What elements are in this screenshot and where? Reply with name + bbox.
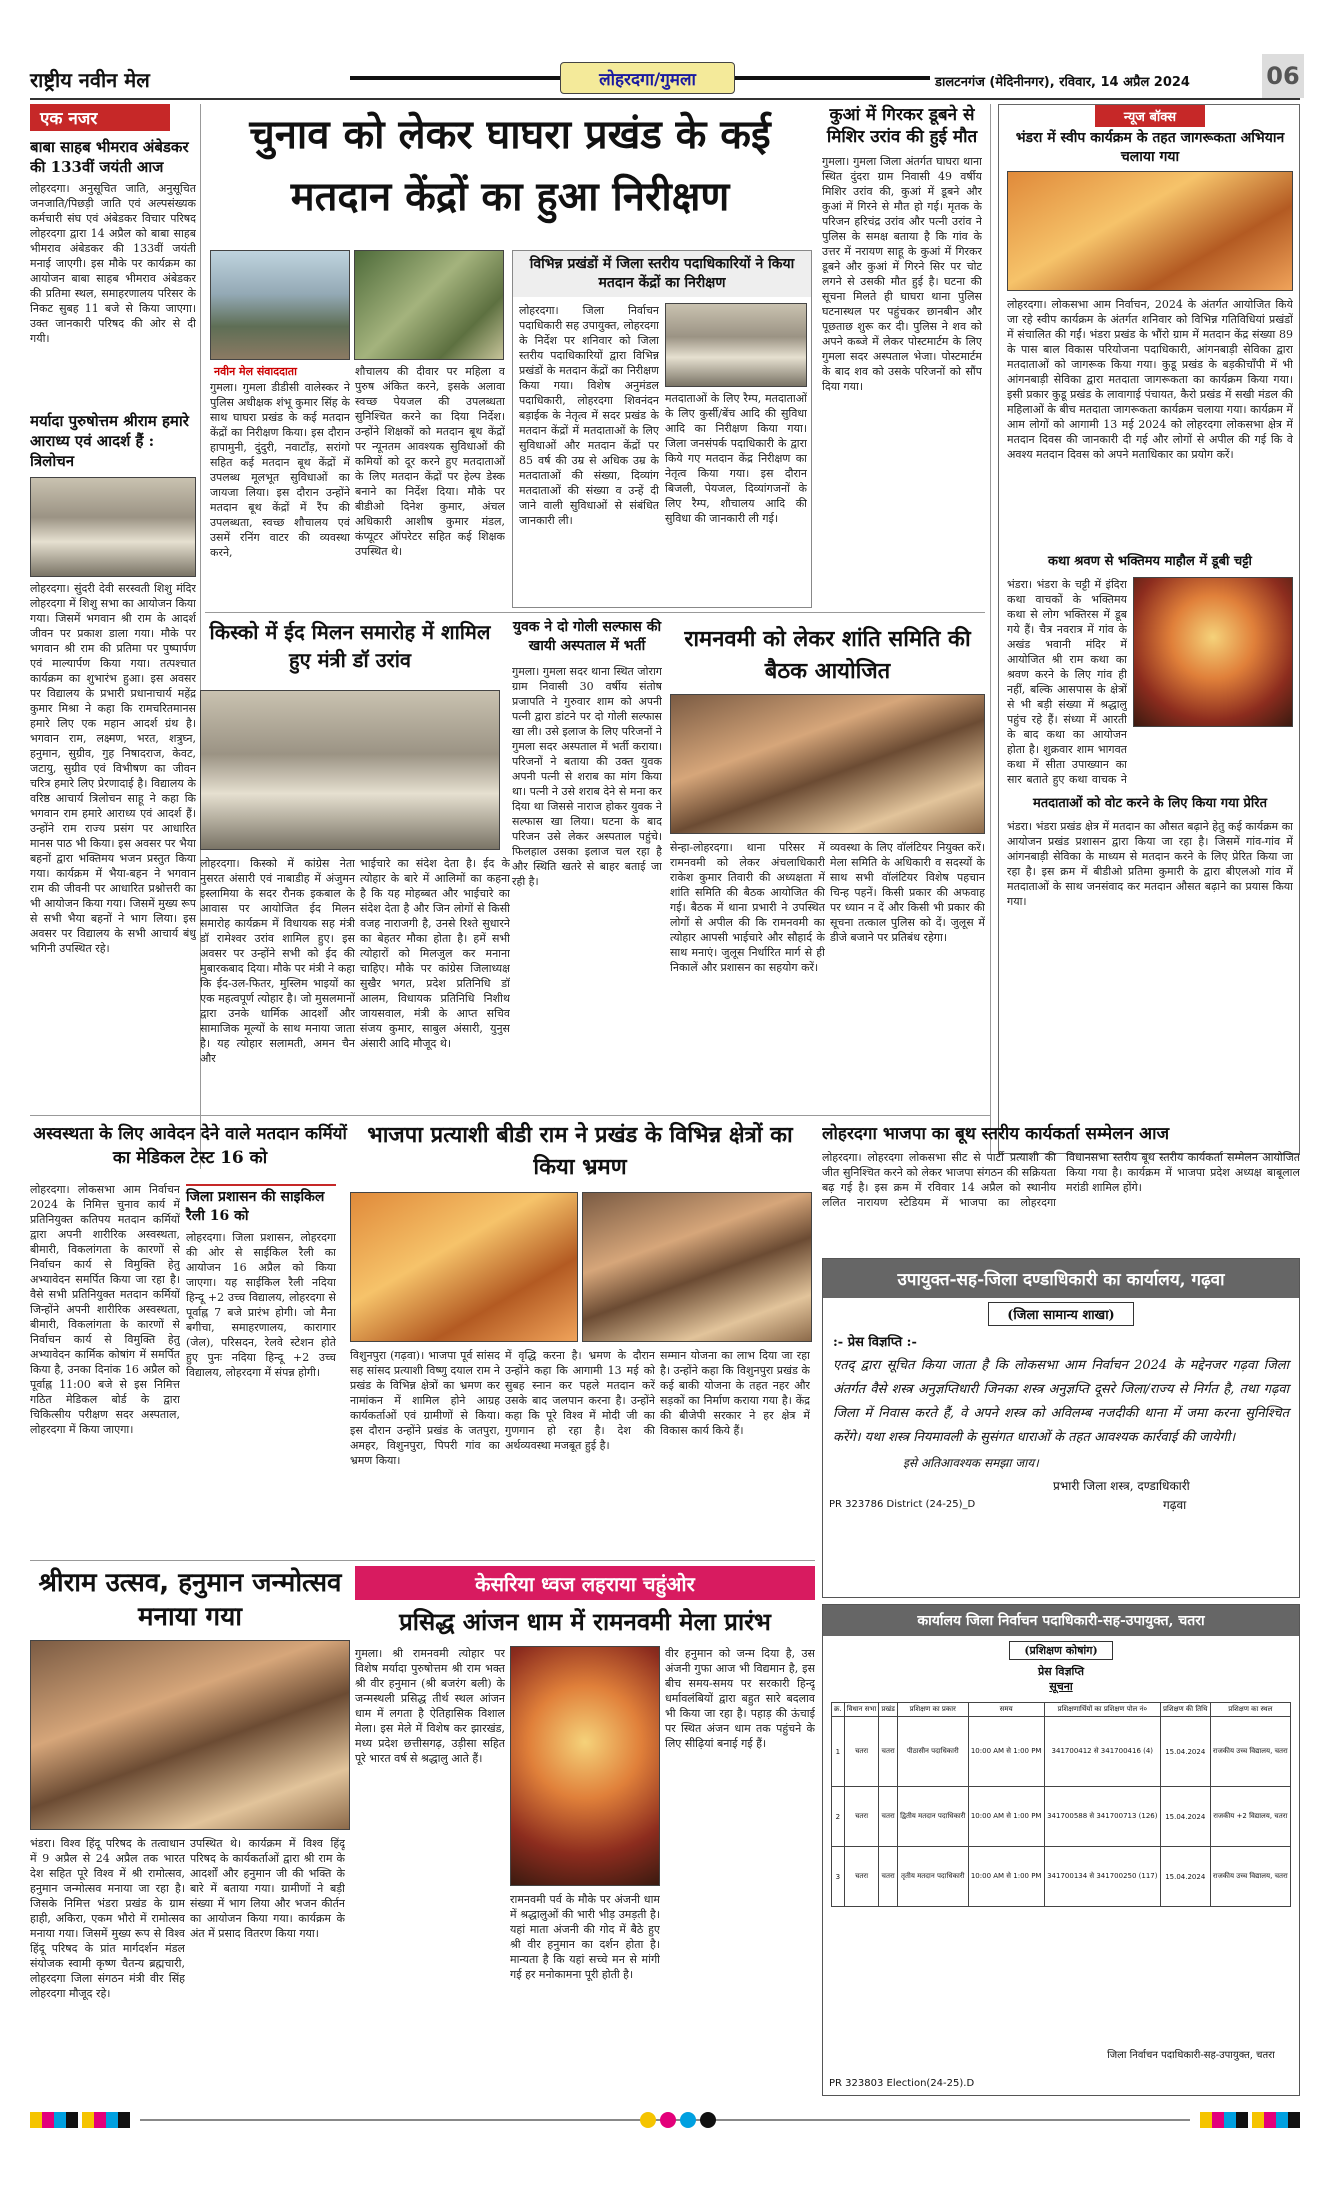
table-cell: राजकीय +2 विद्यालय, चतरा [1210, 1787, 1290, 1847]
photo-peace-meeting [670, 694, 985, 834]
table-cell: चतरा [844, 1717, 879, 1787]
dateline: डालटनगंज (मेदिनीनगर), रविवार, 14 अप्रैल 2024 [935, 75, 1190, 90]
registration-dot-2 [660, 2112, 676, 2128]
table-cell: 2 [832, 1787, 845, 1847]
photo-katha [1133, 577, 1293, 727]
notice2-office: कार्यालय जिला निर्वाचन पदाधिकारी-सह-उपायुक्त, चतरा [823, 1605, 1299, 1636]
training-schedule-table [831, 1702, 1291, 1907]
photo-eid [200, 690, 500, 850]
table-header: क्र. [832, 1703, 845, 1717]
hanuman-text-a: भंडरा। विश्व हिंदू परिषद के तत्वाधान में 9 अप्रैल से 24 अप्रैल तक भारत देश सहित पूरे विश्व में श्री रामोत्सव, हनुमान जन्मोत्सव मनाया जा रहा है। जिसके निमित्त भंडरा प्रखंड के ग्राम हाही, अकिरा, एकम भौरो में रामोत्सव मनाया गया। जिसमें मुख्य रूप से विश्व हिंदू परिषद के प्रांत मार्गदर्शन मंडल संयोजक स्वामी कृष्ण चैतन्य ब्रह्मचारी, लोहरदगा जिला संगठन मंत्री वीर सिंह लोहरदगा मौजूद रहे। [30, 1837, 185, 2000]
print-registration-bar [30, 2112, 1300, 2130]
cycle-rally-headline: जिला प्रशासन की साइकिल रैली 16 को [186, 1184, 336, 1226]
news-box [998, 104, 1300, 1154]
shot-story [512, 618, 662, 1108]
table-cell: पीठासीन पदाधिकारी [897, 1717, 968, 1787]
registration-dot-1 [640, 2112, 656, 2128]
lead-headline: चुनाव को लेकर घाघरा प्रखंड के कई मतदान केंद्रों का हुआ निरीक्षण [249, 112, 771, 220]
table-cell: चतरा [879, 1717, 898, 1787]
notice2-sub: सूचना [1049, 1680, 1073, 1693]
photo-inspection-1 [210, 250, 350, 360]
photo-ramotsav [30, 1640, 350, 1830]
notice1-title: :- प्रेस विज्ञप्ति :- [833, 1335, 917, 1350]
side-headline: विभिन्न प्रखंडों में जिला स्तरीय पदाधिकारियों ने किया मतदान केंद्रों का निरीक्षण [513, 251, 811, 297]
lead-text-a: गुमला। गुमला डीडीसी वालेस्कर ने पुलिस अधीक्षक शंभू कुमार सिंह के साथ घाघरा प्रखंड के कई मतदान केंद्रों का निरीक्षण किया। इस दौरान हापामुनी, दुंदुरी, नवाटाँड़, सरांगो सहित कई मतदान बूथ केंद्रों में उपलब्ध मूलभूत सुविधाओं का जायजा लिया। इस दौरान उन्होंने मतदान बूथ केंद्रों में रैंप की उपलब्धता, स्वच्छ शौचालय एवं उसमें रनिंग वाटर की व्यवस्था करने, [210, 381, 350, 559]
anjan-text-c: वीर हनुमान को जन्म दिया है, उस अंजनी गुफा आज भी विद्यमान है, इस बीच समय-समय पर सरकारी हिन्दू धर्मावलंबियों द्वारा बहुत सारे बदलाव भी किया जा रहा है। पहाड़ की ऊंचाई पर स्थित अंजन धाम तक पहुंचने के लिए सीढ़ियां बनाई गई हैं। [665, 1647, 815, 1750]
photo-inspection-2 [354, 250, 504, 360]
table-cell: 10:00 AM से 1:00 PM [968, 1717, 1044, 1787]
table-header: प्रशिक्षण का प्रकार [897, 1703, 968, 1717]
section-banner [350, 62, 930, 94]
table-cell: 15.04.2024 [1160, 1847, 1210, 1907]
table-cell: 10:00 AM से 1:00 PM [968, 1847, 1044, 1907]
page-number: 06 [1262, 54, 1304, 98]
anjan-kicker: केसरिया ध्वज लहराया चहुंओर [475, 1572, 695, 1596]
table-cell: तृतीय मतदान पदाधिकारी [897, 1847, 968, 1907]
news-box-t1: लोहरदगा। लोकसभा आम निर्वाचन, 2024 के अंतर्गत आयोजित किये जा रहे स्वीप कार्यक्रम के अंतर्गत शनिवार को विभिन्न गतिविधियां प्रखंडों में संचालित की गईं। भंडरा प्रखंड के भौंरो ग्राम में मतदान केंद्र संख्या 89 के पास बाल विकास परियोजना पदाधिकारी, आंगनबाड़ी सेविका द्वारा मतदाताओं को जागरूक किया गया। कुडू प्रखंड के बड़कीचाँपी में भी आंगनबाड़ी सेविका द्वारा मतदाता जागरूकता का कार्यक्रम किया गया। इसी प्रकार कुडू प्रखंड के लावागाई पंचायत, कैरो प्रखंड में सखी मंडल की महिलाओं के बीच मतदाता जागरूकता कार्यक्रम चलाया गया। कार्यक्रम में आम लोगों को आगामी 13 मई 2024 को लोहरदगा लोकसभा क्षेत्र में मतदान दिवस की जानकारी दी गई और लोगों से अपील की गई कि वे अवश्य मतदान दिवस को अपने मताधिकार का प्रयोग करें। [1007, 298, 1293, 461]
shot-text: गुमला। गुमला सदर थाना स्थित जोराग ग्राम निवासी 30 वर्षीय संतोष प्रजापति ने गुरुवार शाम को अपनी पत्नी द्वारा डांटने पर दो गोली सल्फास खा ली। उसे इलाज के लिए परिजनों ने गुमला सदर अस्पताल में भर्ती कराया। परिजनों ने बताया की उक्त युवक अपनी पत्नी से शराब का मांग किया था। पत्नी ने उसे शराब देने से मना कर दिया था जिससे नाराज होकर युवक ने सल्फास खा लिया। घटना के बाद परिजन उसे लेकर अस्पताल पहुंचे। फिलहाल उसका इलाज चल रहा है और स्थिति खतरे से बाहर बताई जा रही है। [512, 665, 662, 888]
eid-text-b: भाईचारे का संदेश देता है। ईद के त्योहार के बारे में आलिमों का कहना है कि यह मोहब्बत और भाईचारे का संदेश देता है और जिन लोगों से किसी वजह नाराजगी है, उनसे रिश्ते सुधारने का बेहतर मौका होता है। हमें सभी त्योहारों को मिलजुल कर मनाना चाहिए। मौके पर कांग्रेस जिलाध्यक्ष सुखैर भगत, प्रदेश प्रतिनिधि डॉ आलम, विधायक प्रतिनिधि निशीथ जायसवाल, मंत्री के आप्त सचिव संजय कुमार, साबुल अंसारी, युनुस अंसारी आदि मौजूद थे। [360, 857, 510, 1050]
side-text-a: लोहरदगा। जिला निर्वाचन पदाधिकारी सह उपायुक्त, लोहरदगा के निर्देश पर शनिवार को जिला स्तरीय पदाधिकारियों द्वारा विभिन्न प्रखंडों के मतदान केंद्रों का निरीक्षण किया गया। विशेष अनुमंडल पदाधिकारी, लोहरदगा शिवनंदन बड़ाईक के नेतृत्व में सदर प्रखंड के मतदान केंद्रों में मतदाताओं के लिए सुविधाओं और मतदान केंद्रों पर 85 वर्ष की उम्र से अधिक उम्र के मतदाताओं की संख्या, दिव्यांग मतदाताओं की संख्या व उन्हें दी जाने वाली सुविधाओं से संबंधित जानकारी ली। [519, 304, 659, 527]
notice1-sign: प्रभारी जिला शस्त्र, दण्डाधिकारी [1053, 1479, 1190, 1493]
side-text-b: मतदाताओं के लिए रैम्प, मतदाताओं के लिए कुर्सी/बेंच आदि की सुविधा आदि का निरीक्षण किया गया। जिला जनसंपर्क पदाधिकारी के द्वारा किये गए मतदान केंद्र निरीक्षण का नेतृत्व किया गया। इस दौरान बिजली, पेयजल, दिव्यांगजनों के लिए रैम्प, शौचालय आदि की सुविधा की जानकारी ली गई। [665, 392, 807, 525]
news-box-t3: भंडरा। भंडरा प्रखंड क्षेत्र में मतदान का औसत बढ़ाने हेतु कई कार्यक्रम का आयोजन प्रखंड प्रशासन द्वारा किया जा रहा है। जिसमें गांव-गांव में आंगनबाड़ी सेविका के माध्यम से मतदान करने के लिए प्रेरित किया जा रहा है। इस क्रम में बीडीओ प्रतिमा कुमारी के द्वारा बीएलओ गांव में मतदाताओं के साथ जनसंवाद कर मतदान औसत बढ़ाने का प्रयास किया गया। [1007, 820, 1293, 908]
table-header: प्रशिक्षण की तिथि [1160, 1703, 1210, 1717]
hanuman-text-b: उपस्थित थे। कार्यक्रम में विश्व हिंदू परिषद के कार्यकर्ताओं द्वारा श्री राम के आदर्शों और हनुमान जी की भक्ति के बारे में बताया गया। ग्रामीणों ने बड़ी संख्या में भाग लिया और भजन कीर्तन का आयोजन किया गया। कार्यक्रम के अंत में प्रसाद वितरण किया गया। [190, 1837, 345, 1940]
notice1-note: इसे अतिआवश्यक समझा जाय। [903, 1456, 1039, 1470]
medical-headline: अस्वस्थता के लिए आवेदन देने वाले मतदान कर्मियों का मेडिकल टेस्ट 16 को [33, 1124, 347, 1168]
paper-name: राष्ट्रीय नवीन मेल [30, 68, 150, 92]
notice2-title: प्रेस विज्ञप्ति [1037, 1665, 1085, 1678]
photo-anjan-dham [510, 1646, 660, 1886]
photo-sweep-program [1007, 171, 1293, 291]
ram-meet-text-a: सेन्हा-लोहरदगा। थाना परिसर में रामनवमी को लेकर अंचलाधिकारी राकेश कुमार तिवारी की अध्यक्षता में शांति समिति की बैठक आयोजित की गई। बैठक में थाना प्रभारी ने उपस्थित लोगों से अपील की कि रामनवमी का त्योहार आपसी भाईचारे और सौहार्द के साथ मनाएं। जुलूस निर्धारित मार्ग से ही निकालें और प्रशासन का सहयोग करें। [670, 841, 825, 974]
photo-side-inspection [665, 303, 807, 387]
table-row [832, 1717, 1291, 1787]
eid-text-a: लोहरदगा। किस्को में कांग्रेस नेता नुसरत अंसारी एवं नाबाडीह में अंजुमन इस्लामिया के सदर रौनक इकबाल के आवास पर आयोजित ईद मिलन समारोह कार्यक्रम में विधायक सह मंत्री डॉ रामेश्वर उरांव शामिल हुए। इस अवसर पर उन्होंने सभी को ईद की मुबारकबाद दिया। मौके पर मंत्री ने कहा कि ईद-उल-फितर, मुस्लिम भाइयों का एक महत्वपूर्ण त्योहार है। जो मुसलमानों द्वारा उनके धार्मिक आदर्शों और सामाजिक मूल्यों के साथ मनाया जाता है। यह त्योहार सलामती, अमन चैन और [200, 857, 355, 1065]
photo-shishu-sabha [30, 477, 196, 577]
photo-bjp-1 [350, 1192, 578, 1342]
table-row [832, 1847, 1291, 1907]
table-cell: 341700134 से 341700250 (117) [1044, 1847, 1160, 1907]
table-cell: 15.04.2024 [1160, 1717, 1210, 1787]
anjan-text-a: गुमला। श्री रामनवमी त्योहार पर विशेष मर्यादा पुरुषोत्तम श्री राम भक्त श्री वीर हनुमान (श्री बजरंग बली) के जन्मस्थली प्रसिद्ध तीर्थ स्थल आंजन धाम में लगता है ऐतिहासिक विशाल मेला। इस मेले में विशेष कर झारखंड, मध्य प्रदेश छत्तीसगढ़, उड़ीसा सहित पूरे भारत वर्ष से श्रद्धालु आते हैं। [355, 1647, 505, 1765]
news-box-h2: कथा श्रवण से भक्तिमय माहौल में डूबी चट्टी [1048, 554, 1252, 569]
table-header: समय [968, 1703, 1044, 1717]
booth-headline: लोहरदगा भाजपा का बूथ स्तरीय कार्यकर्ता सम्मेलन आज [822, 1124, 1170, 1144]
booth-text: लोहरदगा। लोहरदगा लोकसभा सीट से पार्टी प्रत्याशी की जीत सुनिश्चित करने को लेकर भाजपा संगठन की सक्रियता बढ़ गई है। इस क्रम में रविवार 14 अप्रैल को स्थानीय ललित नारायण स्टेडियम में भाजपा का लोहरदगा विधानसभा स्तरीय बूथ स्तरीय कार्यकर्ता सम्मेलन आयोजित किया गया है। कार्यक्रम में भाजपा प्रदेश अध्यक्ष बाबूलाल मरांडी शामिल होंगे। [822, 1151, 1300, 1209]
table-row [832, 1787, 1291, 1847]
notice1-office: उपायुक्त-सह-जिला दण्डाधिकारी का कार्यालय, गढ़वा [823, 1259, 1299, 1298]
news-box-h3: मतदाताओं को वोट करने के लिए किया गया प्रेरित [1032, 796, 1268, 811]
table-cell: द्वितीय मतदान पदाधिकारी [897, 1787, 968, 1847]
bjp-text-a: विशुनपुरा (गढ़वा)। भाजपा पूर्व सांसद सह सांसद प्रत्याशी विष्णु दयाल राम ने प्रखंड के विभिन्न क्षेत्रों का भ्रमण कर नामांकन में शामिल होने आग्रह कार्यकर्ताओं एवं ग्रामीणों से किया। इस दौरान उन्होंने प्रखंड के जतपुरा, अमहर, विशुनपुरा, पिपरी गांव का भ्रमण किया। [350, 1349, 500, 1467]
notice1-sign-place: गढ़वा [1163, 1498, 1187, 1512]
well-story [822, 104, 982, 624]
notice2-sign: जिला निर्वाचन पदाधिकारी-सह-उपायुक्त, चतरा [1107, 2050, 1275, 2061]
news-box-t2: भंडरा। भंडरा के चट्टी में इंदिरा कथा वाचकों के भक्तिमय कथा से लोग भक्तिरस में डूब गये हैं। चैत्र नवरात्र में गांव के अखंड भवानी मंदिर में आयोजित श्री राम कथा का श्रवण करने के लिए गांव ही नहीं, बल्कि आसपास के क्षेत्रों से भी बड़ी संख्या में श्रद्धालु पहुंच रहे हैं। संध्या में आरती के बाद कथा का आयोजन होता है। शुक्रवार शाम भागवत कथा में सीता उपाख्यान का सार बताते हुए कथा वाचक ने [1007, 578, 1127, 786]
notice1-branch: (जिला सामान्य शाखा) [988, 1302, 1133, 1326]
news-box-label: न्यूज बॉक्स [1095, 105, 1205, 127]
table-cell: चतरा [844, 1787, 879, 1847]
ek-nazar-column [30, 104, 196, 1169]
table-cell: चतरा [844, 1847, 879, 1907]
story-ambedkar: लोहरदगा। अनुसूचित जाति, अनुसूचित जनजाति/पिछड़ी जाति एवं अल्पसंख्यक कर्मचारी संघ एवं अंबेडकर विचार परिषद लोहरदगा द्वारा 14 अप्रैल को बाबा साहब भीमराव अंबेडकर की 133वीं जयंती मनाई जाएगी। इस मौके पर कार्यक्रम का आयोजन बाबा साहब भीमराव अंबेडकर की प्रतिमा स्थल, समाहरणालय परिसर के निकट सुबह 11 बजे से किया जाएगा। उक्त जानकारी परिषद की ओर से दी गयी। [30, 182, 196, 345]
ram-meet-text-b: व्यवस्था के लिए वॉलंटियर नियुक्त करें। मेला समिति के अधिकारी व सदस्यों के साथ सभी वॉलंटियर विशेष पहचान चिन्ह पहनें। किसी प्रकार की अफवाह पर ध्यान न दें और किसी भी प्रकार की सूचना तत्काल पुलिस को दें। जुलूस में डीजे बजाने पर प्रतिबंध रहेगा। [830, 841, 985, 944]
table-cell: 10:00 AM से 1:00 PM [968, 1787, 1044, 1847]
press-notice-garhwa [822, 1258, 1300, 1598]
table-header: विधान सभा [844, 1703, 879, 1717]
bjp-headline: भाजपा प्रत्याशी बीडी राम ने प्रखंड के विभिन्न क्षेत्रों का किया भ्रमण [367, 1123, 793, 1180]
notice2-branch: (प्रशिक्षण कोषांग) [1009, 1641, 1112, 1660]
news-box-h1: भंडरा में स्वीप कार्यक्रम के तहत जागरूकता अभियान चलाया गया [1015, 130, 1285, 165]
table-cell: चतरा [879, 1847, 898, 1907]
table-cell: 3 [832, 1847, 845, 1907]
anjan-headline: प्रसिद्ध आंजन धाम में रामनवमी मेला प्रारंभ [399, 1608, 771, 1636]
photo-bjp-2 [582, 1192, 812, 1342]
news-box-t2b [1133, 731, 1293, 787]
table-header: प्रशिक्षणार्थियों का प्रशिक्षण पोल नं० [1044, 1703, 1160, 1717]
table-header: प्रखंड [879, 1703, 898, 1717]
medical-text: लोहरदगा। लोकसभा आम निर्वाचन 2024 के निमित्त चुनाव कार्य में प्रतिनियुक्त कतिपय मतदान कर्मियों द्वारा अपनी शारीरिक अस्वस्थता, बीमारी, विकलांगता के कारणों से निर्वाचन कार्य से विमुक्ति हेतु अभ्यावेदन समर्पित किया जा रहा है। वैसे सभी प्रतिनियुक्त मतदान कर्मियों जिन्होंने अपनी शारीरिक अस्वस्थता, बीमारी, विकलांगता के कारणों से निर्वाचन कार्य से विमुक्ति हेतु अभ्यावेदन कार्मिक कोषांग में समर्पित किया है, उनका दिनांक 16 अप्रैल को पूर्वाह्न 11:00 बजे से इस निमित्त गठित मेडिकल बोर्ड के द्वारा चिकित्सीय परीक्षण सदर अस्पताल, लोहरदगा में किया जाएगा। [30, 1183, 180, 1436]
table-cell: राजकीय उच्च विद्यालय, चतरा [1210, 1717, 1290, 1787]
well-headline: कुआं में गिरकर डूबने से मिशिर उरांव की हुई मौत [826, 105, 978, 147]
well-text: गुमला। गुमला जिला अंतर्गत घाघरा थाना स्थित दुंदरा ग्राम निवासी 49 वर्षीय मिशिर उरांव की, कुआं में डूबने और कुआं में गिरने से मौत हो गई। मृतक के परिजन हरिचंद्र उरांव और पत्नी उरांव ने पुलिस के समक्ष बताया है कि गांव के उत्तर में नरायण साहू के कुआं में गिरकर डूबने और कुआं में गिरने सिर पर चोट लगने से उसकी मौत हुई है। घटना की सूचना मिलते ही घाघरा थाना पुलिस घटनास्थल पर पहुंचकर छानबीन और पूछताछ शुरू कर दी। पुलिस ने शव को अपने कब्जे में लेकर पोस्टमार्टम के लिए गुमला सदर अस्पताल भेजा। पोस्टमार्टम के बाद शव को उसके परिजनों को सौंप दिया गया। [822, 155, 982, 393]
notice1-body: एतद् द्वारा सूचित किया जाता है कि लोकसभा आम निर्वाचन 2024 के मद्देनजर गढ़वा जिला अंतर्गत वैसे शस्त्र अनुज्ञप्तिधारी जिनका शस्त्र अनुज्ञप्ति दूसरे जिला/राज्य से निर्गत है, तथा गढ़वा जिला में निवास करते हैं, वे अपने शस्त्र को अविलम्ब नजदीकी थाना में जमा करना सुनिश्चित करेंगे। यथा शस्त्र नियमावली के सुसंगत धाराओं के तहत आवश्यक कार्रवाई की जायेगी। [833, 1358, 1289, 1445]
registration-dot-3 [680, 2112, 696, 2128]
table-cell: 341700412 से 341700416 (4) [1044, 1717, 1160, 1787]
table-cell: 15.04.2024 [1160, 1787, 1210, 1847]
table-cell: चतरा [879, 1787, 898, 1847]
table-cell: राजकीय उच्च विद्यालय, चतरा [1210, 1847, 1290, 1907]
section-title: लोहरदगा/गुमला [599, 70, 696, 90]
headline-shriram: मर्यादा पुरुषोत्तम श्रीराम हमारे आराध्य एवं आदर्श हैं : त्रिलोचन [30, 412, 189, 470]
column-label: एक नजर [30, 104, 170, 131]
notice1-pr: PR 323786 District (24-25)_D [829, 1499, 976, 1510]
registration-dot-4 [700, 2112, 716, 2128]
bjp-text-b: में वृद्धि करना है। भ्रमण के दौरान उन्होंने कहा कि आगामी 13 मई को सुबह स्नान कर पहले मतदान करें उसके बाद जलपान करना है। उन्होंने कहा कि पूरे विश्व में मोदी जी का गुणगान हो रहा है। देश की अर्थव्यवस्था मजबूत हुई है। [505, 1349, 655, 1452]
bjp-text-c: सम्मान योजना का लाभ दिया जा रहा है। उन्होंने कहा कि विशुनपुरा प्रखंड के कई बाकी योजना के तहत नहर और सड़कों का निर्माण कराया गया है। केंद्र की बीजेपी सरकार ने हर क्षेत्र में विकास कार्य किये हैं। [660, 1349, 810, 1437]
shot-headline: युवक ने दो गोली सल्फास की खायी अस्पताल में भर्ती [512, 619, 662, 654]
story-shriram: लोहरदगा। सुंदरी देवी सरस्वती शिशु मंदिर लोहरदगा में शिशु सभा का आयोजन किया गया। जिसमें भगवान श्री राम के आदर्श जीवन पर प्रकाश डाला गया। मौके पर भगवान श्री राम की प्रतिमा पर पुष्पार्पण एवं माल्यार्पण किया गया। तत्पश्चात कार्यक्रम का शुभारंभ हुआ। इस अवसर पर विद्यालय के प्रभारी प्रधानाचार्य महेंद्र कुमार मिश्रा ने कहा कि रामचरितमानस हमारे लिए एक महान आदर्श ग्रंथ है। भगवान राम, लक्ष्मण, भरत, शत्रुघ्न, हनुमान, सुग्रीव, गुह निषादराज, केवट, जटायु, सुग्रीव एवं विभीषण का जीवन चरित्र हमारे लिए प्रेरणादाई है। विद्यालय के वरिष्ठ आचार्य त्रिलोचन साहू ने कहा कि भगवान राम हमारे आराध्य एवं आदर्श हैं। उन्होंने राम राज्य प्रसंग पर आधारित मानस पाठ भी किया। इस अवसर पर भैया बहनों द्वारा भक्तिमय भजन प्रस्तुत किया गया। कार्यक्रम में भैया-बहन ने भगवान राम की जीवनी पर आधारित प्रश्नोत्तरी का भी आयोजन किया गया। जिसमें मुख्य रूप से सभी भैया बहनों ने भाग लिया। इस अवसर पर विद्यालय के सभी आचार्य बंधु भगिनी उपस्थित रहे। [30, 582, 196, 955]
hanuman-headline: श्रीराम उत्सव, हनुमान जन्मोत्सव मनाया गया [38, 1568, 342, 1632]
table-cell: 1 [832, 1717, 845, 1787]
anjan-text-b: रामनवमी पर्व के मौके पर अंजनी धाम में श्रद्धालुओं की भारी भीड़ उमड़ती है। यहां माता अंजनी की गोद में बैठे हुए श्री वीर हनुमान का दर्शन होता है। मान्यता है कि यहां सच्चे मन से मांगी गई हर मनोकामना पूरी होती है। [510, 1893, 660, 1981]
side-story [512, 250, 812, 608]
masthead [30, 60, 1300, 98]
table-cell: 341700588 से 341700713 (126) [1044, 1787, 1160, 1847]
booth-story [822, 1122, 1300, 1250]
headline-ambedkar: बाबा साहब भीमराव अंबेडकर की 133वीं जयंती आज [30, 138, 189, 176]
notice2-pr: PR 323803 Election(24-25).D [829, 2078, 975, 2089]
press-notice-chatra [822, 1604, 1300, 2096]
lead-byline: नवीन मेल संवाददाता [214, 365, 297, 378]
ram-meet-headline: रामनवमी को लेकर शांति समिति की बैठक आयोजित [684, 627, 971, 684]
lead-text-b: शौचालय की दीवार पर महिला व पुरुष अंकित करने, इसके अलावा स्वच्छ पेयजल की उपलब्धता सुनिश्चित करने का दिया निर्देश। उन्होंने शिक्षकों को मतदान बूथ केंद्रों पर न्यूनतम आवश्यक सुविधाओं की कमियों को दूर करने हुए मतदाताओं के लिए मतदान केंद्रों पर हेल्प डेस्क बनाने का निर्देश दिया। मौके पर बीडीओ दिनेश कुमार, अंचल अधिकारी आशीष कुमार मंडल, कंप्यूटर ऑपरेटर सहित कई शिक्षक उपस्थित थे। [355, 365, 505, 558]
eid-headline: किस्को में ईद मिलन समारोह में शामिल हुए मंत्री डॉ उरांव [209, 620, 491, 672]
cycle-rally-text: लोहरदगा। जिला प्रशासन, लोहरदगा की ओर से साईकिल रैली का आयोजन 16 अप्रैल को किया जाएगा। यह साईकिल रैली नदिया हिन्दू +2 उच्च विद्यालय, लोहरदगा से पूर्वाह्न 7 बजे प्रारंभ होगी। जो मैना बगीचा, समाहरणालय, कारागार (जेल), परिसदन, रेलवे स्टेशन होते हुए पुनः नदिया हिन्दू +2 उच्च विद्यालय, लोहरदगा में संपन्न होगी। [186, 1231, 336, 1379]
table-header: प्रशिक्षण का स्थल [1210, 1703, 1290, 1717]
